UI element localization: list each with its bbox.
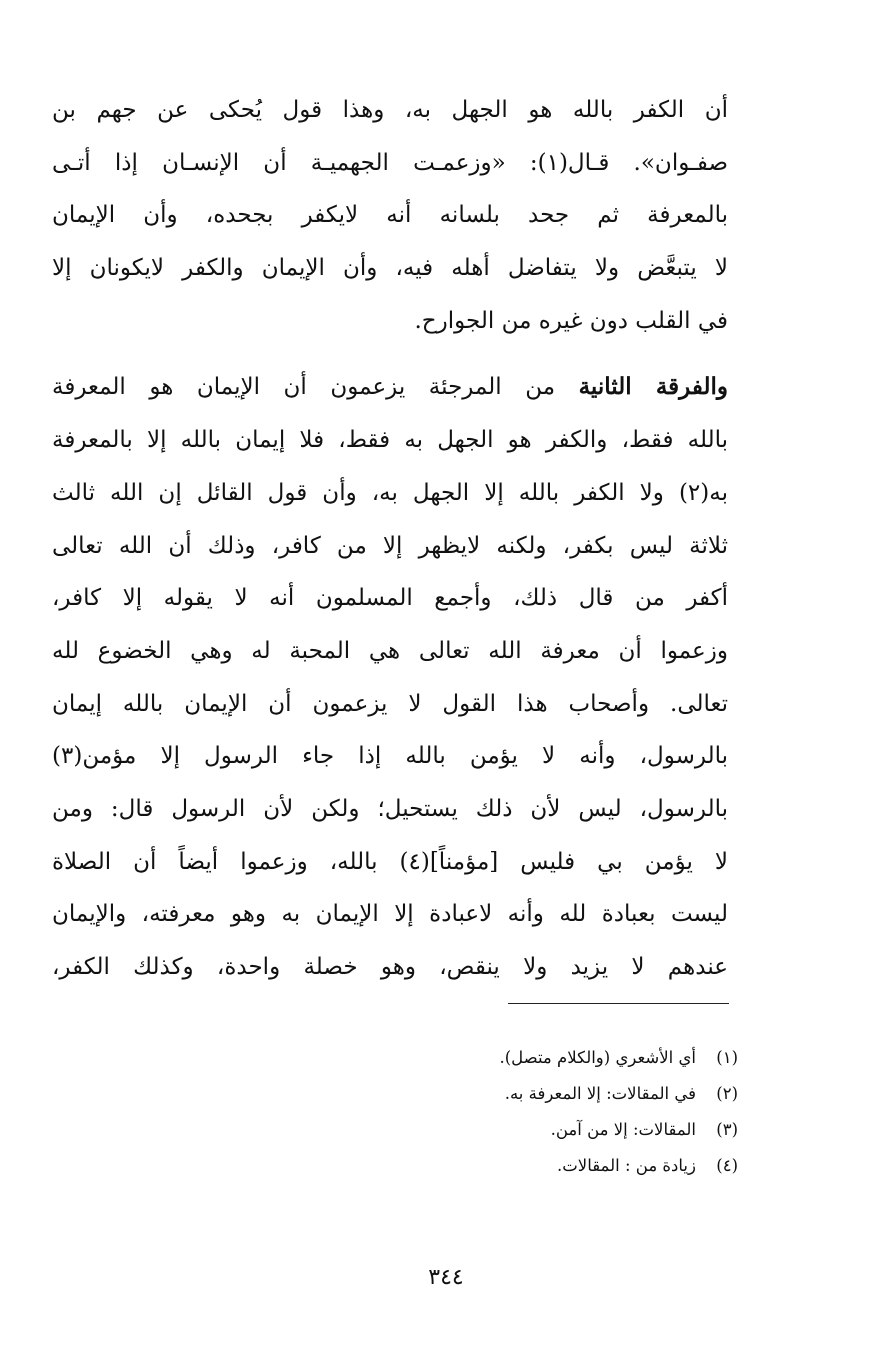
- text-line: لا يؤمن بي فليس [مؤمناً](٤) بالله، وزعموا أيضاً أن الصلاة: [52, 848, 728, 875]
- footnote-number: (٣): [716, 1120, 738, 1139]
- footnote-item: [300, 1112, 738, 1148]
- text-line: به(٢) ولا الكفر بالله إلا الجهل به، وأن قول القائل إن الله ثالث: [52, 479, 728, 506]
- footnote-item: [300, 1076, 738, 1112]
- text-line: بالمعرفة ثم جحد بلسانه أنه لايكفر بجحده، وأن الإيمان: [52, 202, 728, 229]
- text-line: بالرسول، ليس لأن ذلك يستحيل؛ ولكن لأن الرسول قال: ومن: [52, 795, 728, 822]
- footnote-text: زيادة من : المقالات.: [557, 1156, 696, 1175]
- paragraph-gap: [52, 347, 728, 361]
- text-line: تعالى. وأصحاب هذا القول لا يزعمون أن الإيمان بالله إيمان: [52, 690, 728, 717]
- text-line: أن الكفر بالله هو الجهل به، وهذا قول يُحكى عن جهم بن: [52, 97, 728, 123]
- footnote-item: [300, 1148, 738, 1184]
- main-text: [52, 84, 728, 994]
- text-line: وزعموا أن معرفة الله تعالى هي المحبة له وهي الخضوع لله: [52, 637, 728, 664]
- footnote-item: [300, 1040, 738, 1076]
- text-line: لا يتبعَّض ولا يتفاضل أهله فيه، وأن الإيمان والكفر لايكونان إلا: [52, 255, 728, 282]
- footnote-number: (١): [716, 1048, 738, 1067]
- text-line: عندهم لا يزيد ولا ينقص، وهو خصلة واحدة، وكذلك الكفر،: [52, 954, 728, 980]
- footnotes: [300, 1040, 738, 1184]
- text-line: أكفر من قال ذلك، وأجمع المسلمون أنه لا يقوله إلا كافر،: [52, 585, 728, 612]
- footnote-text: المقالات: إلا من آمن.: [550, 1120, 696, 1139]
- text-line: بالله فقط، والكفر هو الجهل به فقط، فلا إيمان بالله إلا بالمعرفة: [52, 427, 728, 454]
- footnote-text: أي الأشعري (والكلام متصل).: [499, 1048, 696, 1067]
- footnote-number: (٢): [716, 1084, 738, 1103]
- para2-first-rest: من المرجئة يزعمون أن الإيمان هو المعرفة: [52, 374, 579, 401]
- footnote-divider: [508, 1003, 729, 1004]
- text-line: بالرسول، وأنه لا يؤمن بالله إذا جاء الرسول إلا مؤمن(٣): [52, 743, 728, 770]
- para2-lead: والفرقة الثانية: [578, 373, 728, 401]
- page-number: ٣٤٤: [428, 1265, 464, 1290]
- text-line-para2-first: [52, 361, 728, 414]
- text-line: في القلب دون غيره من الجوارح.: [414, 307, 728, 334]
- text-line: ثلاثة ليس بكفر، ولكنه لايظهر إلا من كافر، وذلك أن الله تعالى: [52, 532, 728, 559]
- text-line: ليست بعبادة لله وأنه لاعبادة إلا الإيمان به وهو معرفته، والإيمان: [52, 901, 728, 928]
- footnote-text: في المقالات: إلا المعرفة به.: [504, 1084, 696, 1103]
- footnote-number: (٤): [716, 1156, 738, 1175]
- text-line: صفـوان». قـال(١): «وزعمـت الجهميـة أن الإنسـان إذا أتـى: [52, 149, 728, 176]
